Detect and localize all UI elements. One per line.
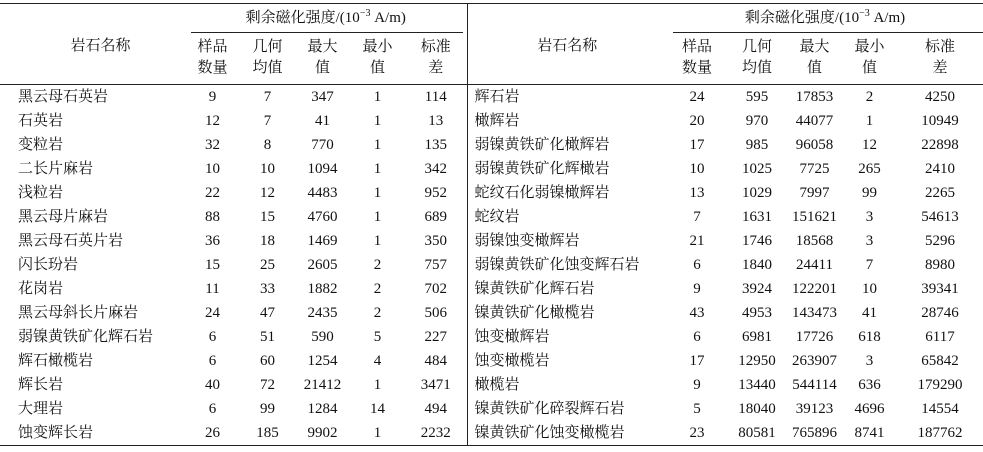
rock-name-cell: 弱镍黄铁矿化辉石岩 [18, 329, 154, 345]
sample-count-cell: 88 [205, 209, 220, 225]
geometric-mean-cell: 3924 [742, 281, 773, 297]
max-value-cell: 39123 [795, 401, 834, 417]
geometric-mean-cell: 18040 [738, 401, 776, 417]
rock-name-cell: 镍黄铁矿化蚀变橄榄岩 [467, 421, 667, 446]
sample-count-cell: 17 [689, 137, 705, 153]
rock-name-cell: 闪长玢岩 [18, 257, 79, 273]
std-dev-cell: 22898 [921, 137, 959, 153]
min-value-cell: 636 [858, 377, 881, 393]
table-row [0, 253, 983, 277]
rock-name-header: 岩石名称 [0, 4, 185, 85]
header-line: 差 [428, 60, 444, 77]
sample-count-cell: 24 [689, 89, 705, 105]
min-value-cell: 3 [865, 353, 874, 369]
std-dev-cell: 187762 [917, 425, 963, 441]
max-value-cell: 1094 [307, 161, 338, 177]
min-value-cell: 2 [373, 257, 382, 273]
std-dev-cell: 506 [424, 305, 448, 321]
table-row [0, 373, 983, 397]
table-body [0, 85, 983, 446]
std-dev-cell: 2410 [925, 161, 956, 177]
geometric-mean-cell: 1025 [742, 161, 773, 177]
geometric-mean-header [240, 33, 295, 85]
max-value-header [787, 33, 842, 85]
rock-name-cell: 弱镍黄铁矿化辉橄岩 [467, 157, 667, 181]
header-line: 标准 [925, 39, 956, 56]
max-value-cell: 2605 [307, 257, 338, 273]
geometric-mean-cell: 985 [745, 137, 769, 153]
min-value-cell: 1 [373, 89, 382, 105]
std-dev-cell: 227 [424, 329, 448, 345]
rock-name-cell: 橄榄岩 [467, 373, 667, 397]
rock-name-cell: 黑云母石英片岩 [18, 233, 124, 249]
std-dev-cell: 8980 [925, 257, 956, 273]
std-dev-header [405, 33, 467, 85]
max-value-cell: 122201 [792, 281, 838, 297]
max-value-cell: 347 [311, 89, 334, 105]
max-value-cell: 1284 [307, 401, 338, 417]
geometric-mean-cell: 595 [745, 89, 769, 105]
rock-name-cell: 黑云母斜长片麻岩 [18, 305, 139, 321]
sample-count-cell: 36 [205, 233, 220, 249]
sample-count-cell: 7 [693, 209, 701, 225]
std-dev-header [897, 33, 983, 85]
max-value-cell: 4483 [307, 185, 338, 201]
min-value-cell: 5 [373, 329, 382, 345]
std-dev-cell: 39341 [921, 281, 959, 297]
min-value-cell: 99 [862, 185, 878, 201]
std-dev-cell: 484 [424, 353, 448, 369]
max-value-cell: 1469 [307, 233, 338, 249]
header-line: 均值 [742, 60, 773, 77]
max-value-cell: 263907 [792, 353, 838, 369]
rock-name-cell: 二长片麻岩 [18, 161, 94, 177]
remanent-magnetization-header [185, 4, 467, 33]
sample-count-cell: 22 [205, 185, 220, 201]
rock-name-cell: 黑云母片麻岩 [18, 209, 109, 225]
rock-name-cell: 蛇纹岩 [467, 205, 667, 229]
std-dev-cell: 28746 [921, 305, 959, 321]
geometric-mean-cell: 15 [260, 209, 275, 225]
min-value-cell: 7 [865, 257, 874, 273]
min-value-cell: 1 [373, 185, 382, 201]
min-value-cell: 1 [373, 425, 382, 441]
header-line: 值 [369, 60, 385, 77]
max-value-cell: 7997 [799, 185, 830, 201]
max-value-cell: 7725 [799, 161, 830, 177]
header-line: 最小 [362, 39, 393, 56]
rock-name-cell: 变粒岩 [18, 137, 64, 153]
sample-count-cell: 9 [693, 281, 701, 297]
min-value-cell: 618 [858, 329, 881, 345]
max-value-cell: 17726 [795, 329, 834, 345]
max-value-cell: 96058 [795, 137, 834, 153]
geometric-mean-cell: 18 [260, 233, 275, 249]
sample-count-cell: 9 [208, 89, 217, 105]
header-line: 数量 [682, 60, 713, 77]
max-value-header [295, 33, 350, 85]
geometric-mean-cell: 60 [260, 353, 275, 369]
geometric-mean-cell: 1840 [742, 257, 773, 273]
geometric-mean-cell: 1029 [742, 185, 773, 201]
std-dev-cell: 5296 [925, 233, 956, 249]
geometric-mean-cell: 72 [260, 377, 275, 393]
max-value-cell: 44077 [795, 113, 834, 129]
geometric-mean-cell: 80581 [738, 425, 776, 441]
sample-count-cell: 6 [208, 353, 217, 369]
max-value-cell: 4760 [307, 209, 338, 225]
rock-name-cell: 石英岩 [18, 113, 64, 129]
table-row [0, 277, 983, 301]
sample-count-cell: 12 [205, 113, 220, 129]
std-dev-cell: 14554 [921, 401, 959, 417]
geometric-mean-cell: 7 [263, 89, 272, 105]
sample-count-cell: 23 [689, 425, 705, 441]
sample-count-cell: 40 [205, 377, 220, 393]
max-value-cell: 24411 [796, 257, 833, 273]
std-dev-cell: 350 [424, 233, 448, 249]
header-line: 值 [862, 60, 878, 77]
min-value-header [350, 33, 405, 85]
geometric-mean-cell: 1746 [742, 233, 773, 249]
rock-name-cell: 镍黄铁矿化辉石岩 [467, 277, 667, 301]
max-value-cell: 18568 [795, 233, 834, 249]
table-row [0, 109, 983, 133]
geometric-mean-cell: 47 [260, 305, 275, 321]
header-line: 数量 [197, 60, 228, 77]
min-value-cell: 1 [373, 113, 382, 129]
table-row [0, 397, 983, 421]
header-line: 值 [314, 60, 330, 77]
geometric-mean-cell: 25 [260, 257, 275, 273]
geometric-mean-cell: 12 [260, 185, 275, 201]
sample-count-cell: 13 [689, 185, 705, 201]
max-value-cell: 1882 [307, 281, 338, 297]
geometric-mean-cell: 99 [260, 401, 275, 417]
geometric-mean-cell: 33 [260, 281, 275, 297]
header-line: 值 [807, 60, 823, 77]
rock-name-cell: 黑云母石英岩 [18, 89, 109, 105]
sample-count-cell: 6 [208, 401, 217, 417]
min-value-cell: 3 [865, 209, 874, 225]
sample-count-cell: 6 [693, 329, 701, 345]
max-value-cell: 1254 [307, 353, 338, 369]
group-header-exponent: −3 [359, 8, 371, 20]
rock-name-cell: 浅粒岩 [18, 185, 64, 201]
header-line: 标准 [420, 39, 451, 56]
group-header-suffix: A/m) [869, 10, 906, 27]
rock-name-cell: 辉石橄榄岩 [18, 353, 94, 369]
sample-count-cell: 20 [689, 113, 705, 129]
sample-count-cell: 6 [693, 257, 701, 273]
sample-count-cell: 17 [689, 353, 705, 369]
header-line: 最小 [854, 39, 885, 56]
sample-count-cell: 43 [689, 305, 705, 321]
min-value-cell: 12 [862, 137, 878, 153]
rock-name-cell: 大理岩 [18, 401, 64, 417]
min-value-cell: 1 [373, 161, 382, 177]
min-value-cell: 3 [865, 233, 874, 249]
min-value-cell: 41 [862, 305, 878, 321]
rock-name-cell: 弱镍黄铁矿化橄辉岩 [467, 133, 667, 157]
std-dev-cell: 10949 [921, 113, 959, 129]
table-row [0, 133, 983, 157]
header-line: 样品 [682, 39, 713, 56]
max-value-cell: 17853 [795, 89, 834, 105]
rock-name-cell: 橄辉岩 [467, 109, 667, 133]
rock-name-cell: 辉石岩 [467, 85, 667, 110]
max-value-cell: 590 [311, 329, 334, 345]
min-value-cell: 2 [373, 305, 382, 321]
max-value-cell: 21412 [303, 377, 342, 393]
table-row [0, 421, 983, 446]
std-dev-cell: 135 [424, 137, 448, 153]
std-dev-cell: 757 [424, 257, 448, 273]
sample-count-cell: 24 [205, 305, 220, 321]
group-header-exponent: −3 [859, 8, 870, 20]
std-dev-cell: 702 [424, 281, 448, 297]
min-value-cell: 1 [373, 377, 382, 393]
table-row [0, 325, 983, 349]
sample-count-cell: 32 [205, 137, 220, 153]
std-dev-cell: 6117 [925, 329, 955, 345]
min-value-cell: 1 [373, 233, 382, 249]
std-dev-cell: 494 [424, 401, 448, 417]
geometric-mean-cell: 6981 [742, 329, 773, 345]
max-value-cell: 151621 [792, 209, 838, 225]
rock-name-cell: 蛇纹石化弱镍橄辉岩 [467, 181, 667, 205]
remanent-magnetization-table [0, 3, 983, 446]
sample-count-cell: 21 [689, 233, 705, 249]
table-row [0, 181, 983, 205]
max-value-cell: 9902 [307, 425, 338, 441]
min-value-cell: 2 [865, 89, 874, 105]
std-dev-cell: 342 [424, 161, 448, 177]
table-row [0, 205, 983, 229]
std-dev-cell: 689 [424, 209, 448, 225]
sample-count-cell: 11 [205, 281, 220, 297]
rock-name-cell: 弱镍蚀变橄辉岩 [467, 229, 667, 253]
max-value-cell: 41 [315, 113, 330, 129]
table-row [0, 349, 983, 373]
rock-name-cell: 辉长岩 [18, 377, 64, 393]
min-value-cell: 1 [865, 113, 874, 129]
rock-name-cell: 蚀变辉长岩 [18, 425, 94, 441]
max-value-cell: 2435 [307, 305, 338, 321]
header-line: 样品 [197, 39, 228, 56]
min-value-cell: 1 [373, 209, 382, 225]
rock-name-cell: 蚀变橄榄岩 [467, 349, 667, 373]
sample-count-cell: 15 [205, 257, 220, 273]
group-header-suffix: A/m) [370, 10, 406, 27]
min-value-cell: 4696 [854, 401, 885, 417]
table-row [0, 229, 983, 253]
geometric-mean-cell: 10 [260, 161, 275, 177]
header-line: 均值 [252, 60, 283, 77]
std-dev-cell: 952 [424, 185, 448, 201]
min-value-cell: 265 [858, 161, 881, 177]
std-dev-cell: 2265 [925, 185, 956, 201]
header-line: 最大 [799, 39, 830, 56]
table-row [0, 157, 983, 181]
sample-count-header [185, 33, 240, 85]
std-dev-cell: 179290 [917, 377, 963, 393]
max-value-cell: 765896 [792, 425, 838, 441]
group-header-prefix: 剩余磁化强度/(10 [245, 10, 360, 27]
geometric-mean-header [727, 33, 787, 85]
geometric-mean-cell: 13440 [738, 377, 776, 393]
sample-count-cell: 6 [208, 329, 217, 345]
std-dev-cell: 54613 [921, 209, 959, 225]
rock-name-cell: 花岗岩 [18, 281, 64, 297]
sample-count-cell: 10 [689, 161, 705, 177]
remanent-magnetization-header [667, 4, 983, 33]
min-value-cell: 2 [373, 281, 382, 297]
rock-name-cell: 镍黄铁矿化碎裂辉石岩 [467, 397, 667, 421]
min-value-cell: 10 [862, 281, 878, 297]
min-value-cell: 8741 [854, 425, 885, 441]
min-value-cell: 14 [370, 401, 385, 417]
max-value-cell: 770 [311, 137, 334, 153]
max-value-cell: 544114 [792, 377, 837, 393]
geometric-mean-cell: 7 [263, 113, 272, 129]
geometric-mean-cell: 185 [256, 425, 279, 441]
sample-count-cell: 10 [205, 161, 220, 177]
sample-count-cell: 26 [205, 425, 220, 441]
geometric-mean-cell: 1631 [742, 209, 773, 225]
header-line: 最大 [307, 39, 338, 56]
header-line: 差 [932, 60, 948, 77]
std-dev-cell: 2232 [420, 425, 451, 441]
header-line: 几何 [742, 39, 773, 56]
max-value-cell: 143473 [792, 305, 838, 321]
sample-count-cell: 9 [693, 377, 701, 393]
geometric-mean-cell: 8 [263, 137, 272, 153]
std-dev-cell: 4250 [925, 89, 956, 105]
sample-count-header [667, 33, 727, 85]
table-row [0, 301, 983, 325]
table-header [0, 4, 983, 85]
std-dev-cell: 3471 [420, 377, 451, 393]
min-value-header [842, 33, 897, 85]
rock-name-cell: 镍黄铁矿化橄榄岩 [467, 301, 667, 325]
std-dev-cell: 13 [428, 113, 444, 129]
min-value-cell: 4 [373, 353, 382, 369]
min-value-cell: 1 [373, 137, 382, 153]
std-dev-cell: 65842 [921, 353, 959, 369]
std-dev-cell: 114 [424, 89, 447, 105]
rock-name-cell: 弱镍黄铁矿化蚀变辉石岩 [467, 253, 667, 277]
geometric-mean-cell: 970 [745, 113, 769, 129]
rock-name-cell: 蚀变橄辉岩 [467, 325, 667, 349]
table-row [0, 85, 983, 110]
group-header-prefix: 剩余磁化强度/(10 [744, 10, 860, 27]
geometric-mean-cell: 4953 [742, 305, 773, 321]
sample-count-cell: 5 [693, 401, 701, 417]
geometric-mean-cell: 51 [260, 329, 275, 345]
rock-name-header: 岩石名称 [467, 4, 667, 85]
header-row [0, 4, 983, 33]
header-line: 几何 [252, 39, 283, 56]
geometric-mean-cell: 12950 [738, 353, 776, 369]
